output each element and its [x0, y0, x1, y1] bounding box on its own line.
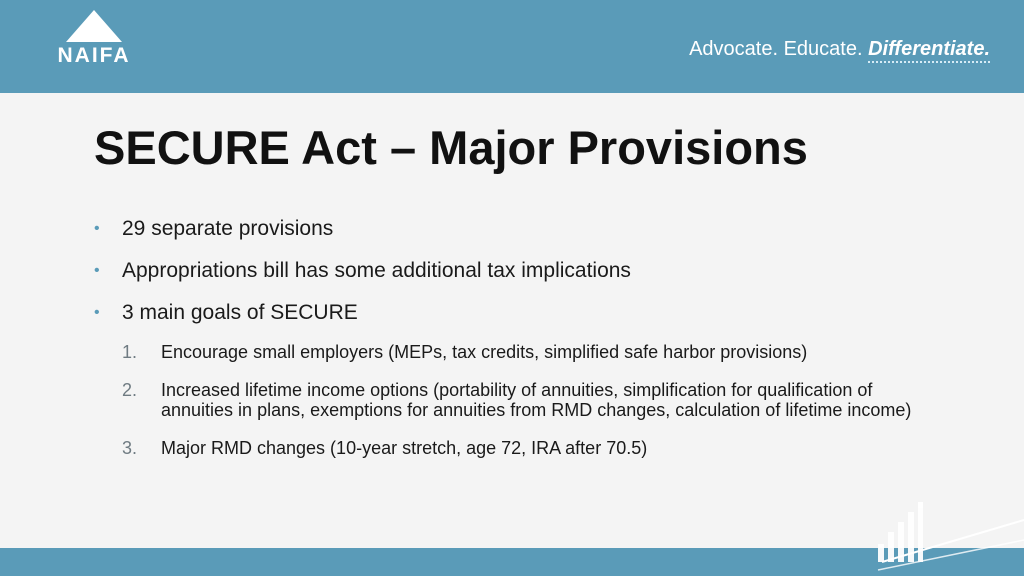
- goal-number: 1.: [122, 342, 138, 362]
- goals-list: [122, 342, 922, 476]
- capitol-watermark-icon: [858, 492, 1024, 576]
- bullet-dot-icon: •: [94, 220, 100, 237]
- naifa-logo: [44, 10, 144, 88]
- goal-text: Increased lifetime income options (portability of annuities, simplification for qualification of annuities in plans, exemptions for annuities from RMD changes, calculation of lifetime income): [161, 380, 912, 420]
- goal-item: [122, 380, 922, 420]
- logo-text: NAIFA: [57, 44, 131, 67]
- bullet-dot-icon: •: [94, 262, 100, 279]
- triangle-logo-icon: [66, 10, 122, 42]
- bullet-item: [94, 215, 954, 257]
- header-bar: [0, 0, 1024, 93]
- goal-number: 2.: [122, 380, 138, 400]
- tagline-plain: Advocate. Educate.: [689, 38, 863, 60]
- goal-item: [122, 438, 922, 458]
- tagline: [689, 38, 990, 61]
- bullet-list: [94, 215, 954, 341]
- tagline-emphasis: Differentiate.: [868, 38, 990, 63]
- goal-item: [122, 342, 922, 362]
- bullet-text: 3 main goals of SECURE: [122, 301, 358, 324]
- bullet-item: [94, 299, 954, 341]
- bullet-item: [94, 257, 954, 299]
- goal-text: Encourage small employers (MEPs, tax credits, simplified safe harbor provisions): [161, 342, 808, 362]
- bullet-dot-icon: •: [94, 304, 100, 321]
- slide-title: SECURE Act – Major Provisions: [94, 121, 808, 174]
- goal-text: Major RMD changes (10-year stretch, age 72, IRA after 70.5): [161, 438, 648, 458]
- goal-number: 3.: [122, 438, 138, 458]
- bullet-text: 29 separate provisions: [122, 217, 334, 240]
- bullet-text: Appropriations bill has some additional tax implications: [122, 259, 631, 282]
